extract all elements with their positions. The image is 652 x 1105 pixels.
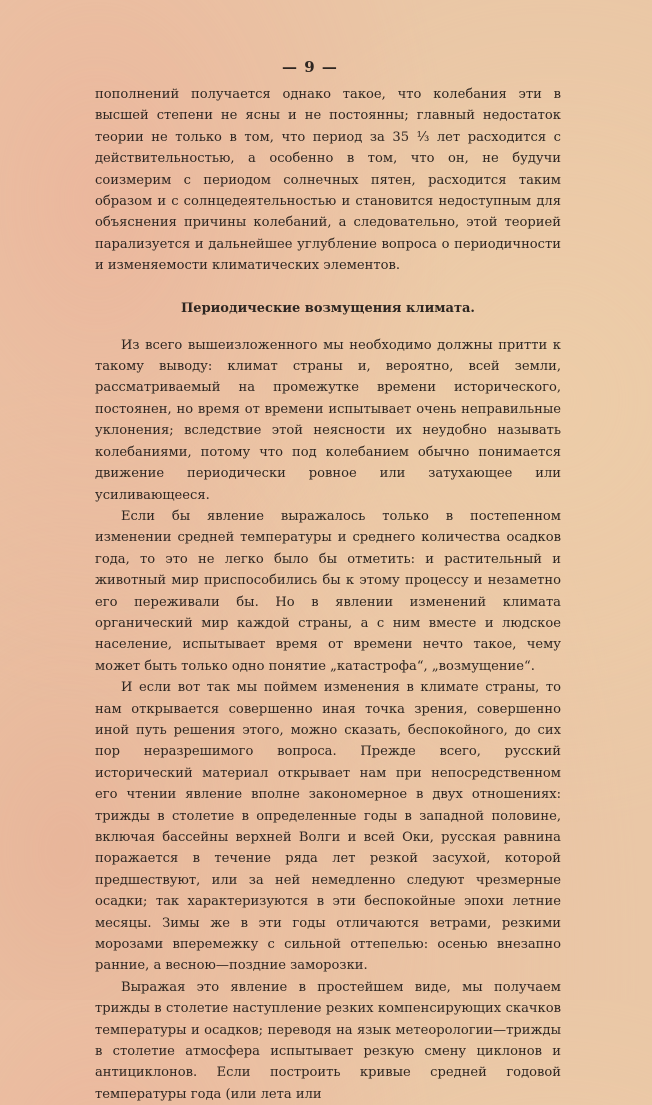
paragraph-historical-material: И если вот так мы поймем изменения в климате страны, то нам открывается совершенно иная точка зрения, совершенно иной путь решения этого, можно сказать, беспокойного, до сих пор неразрешимого вопроса. Прежде всего, русский исторический материал открывает нам при непосредственном его чтении явление вполне закономерное в двух отношениях: трижды в столетие в определенные годы в западной половине, включая бассейны верхней Волги и всей Оки, русская равнина поражается в течение ряда лет резкой засухой, которой предшествуют, или за ней немедленно следуют чрезмерные осадки; так характеризуются в эти беспокойные эпохи летние месяцы. Зимы же в эти годы отличаются ветрами, резкими морозами вперемежку с сильной оттепелью: осенью внезапно ранние, а весною—поздние заморозки.: [95, 680, 561, 974]
paragraph-continuation: пополнений получается однако такое, что колебания эти в высшей степени не ясны и не постоянны; главный недостаток теории не только в том, что период за 35 ⅓ лет расходится с действительностью, а особенно в том, что он, не будучи соизмерим с периодом солнечных пятен, расходится таким образом и с солнцедеятельностью и становится недоступным для объяснения причины колебаний, а следовательно, этой теорией парализуется и дальнейшее углубление вопроса о периодичности и изменяемости климатических элементов.: [95, 87, 561, 274]
page-number: — 9 —: [282, 58, 338, 76]
section-heading: Периодические возмущения климата.: [181, 300, 475, 316]
text-body: [95, 84, 561, 1105]
paragraph-catastrophe: Если бы явление выражалось только в постепенном изменении средней температуры и среднего количества осадков года, то это не легко было бы отметить: и растительный и животный мир приспособились бы к этому процессу и незаметно его переживали бы. Но в явлении изменений климата органический мир каждой страны, а с ним вместе и людское население, испытывает время от времени нечто такое, чему может быть только одно понятие „катастрофа“, „возмущение“.: [95, 508, 561, 674]
paragraph-conclusion: Из всего вышеизложенного мы необходимо должны притти к такому выводу: климат страны и, вероятно, всей земли, рассматриваемый на промежутке времени исторического, постоянен, но время от времени испытывает очень неправильные уклонения; вследствие этой неясности их неудобно называть колебаниями, потому что под колебанием обычно понимается движение периодически ровное или затухающее или усиливающееся.: [95, 337, 561, 503]
paragraph-cyclones: Выражая это явление в простейшем виде, мы получаем трижды в столетие наступление резких компенсирующих скачков температуры и осадков; переводя на язык метеорологии—трижды в столетие атмосфера испытывает резкую смену циклонов и антициклонов. Если построить кривые средней годовой температуры года (или лета или: [95, 979, 561, 1102]
